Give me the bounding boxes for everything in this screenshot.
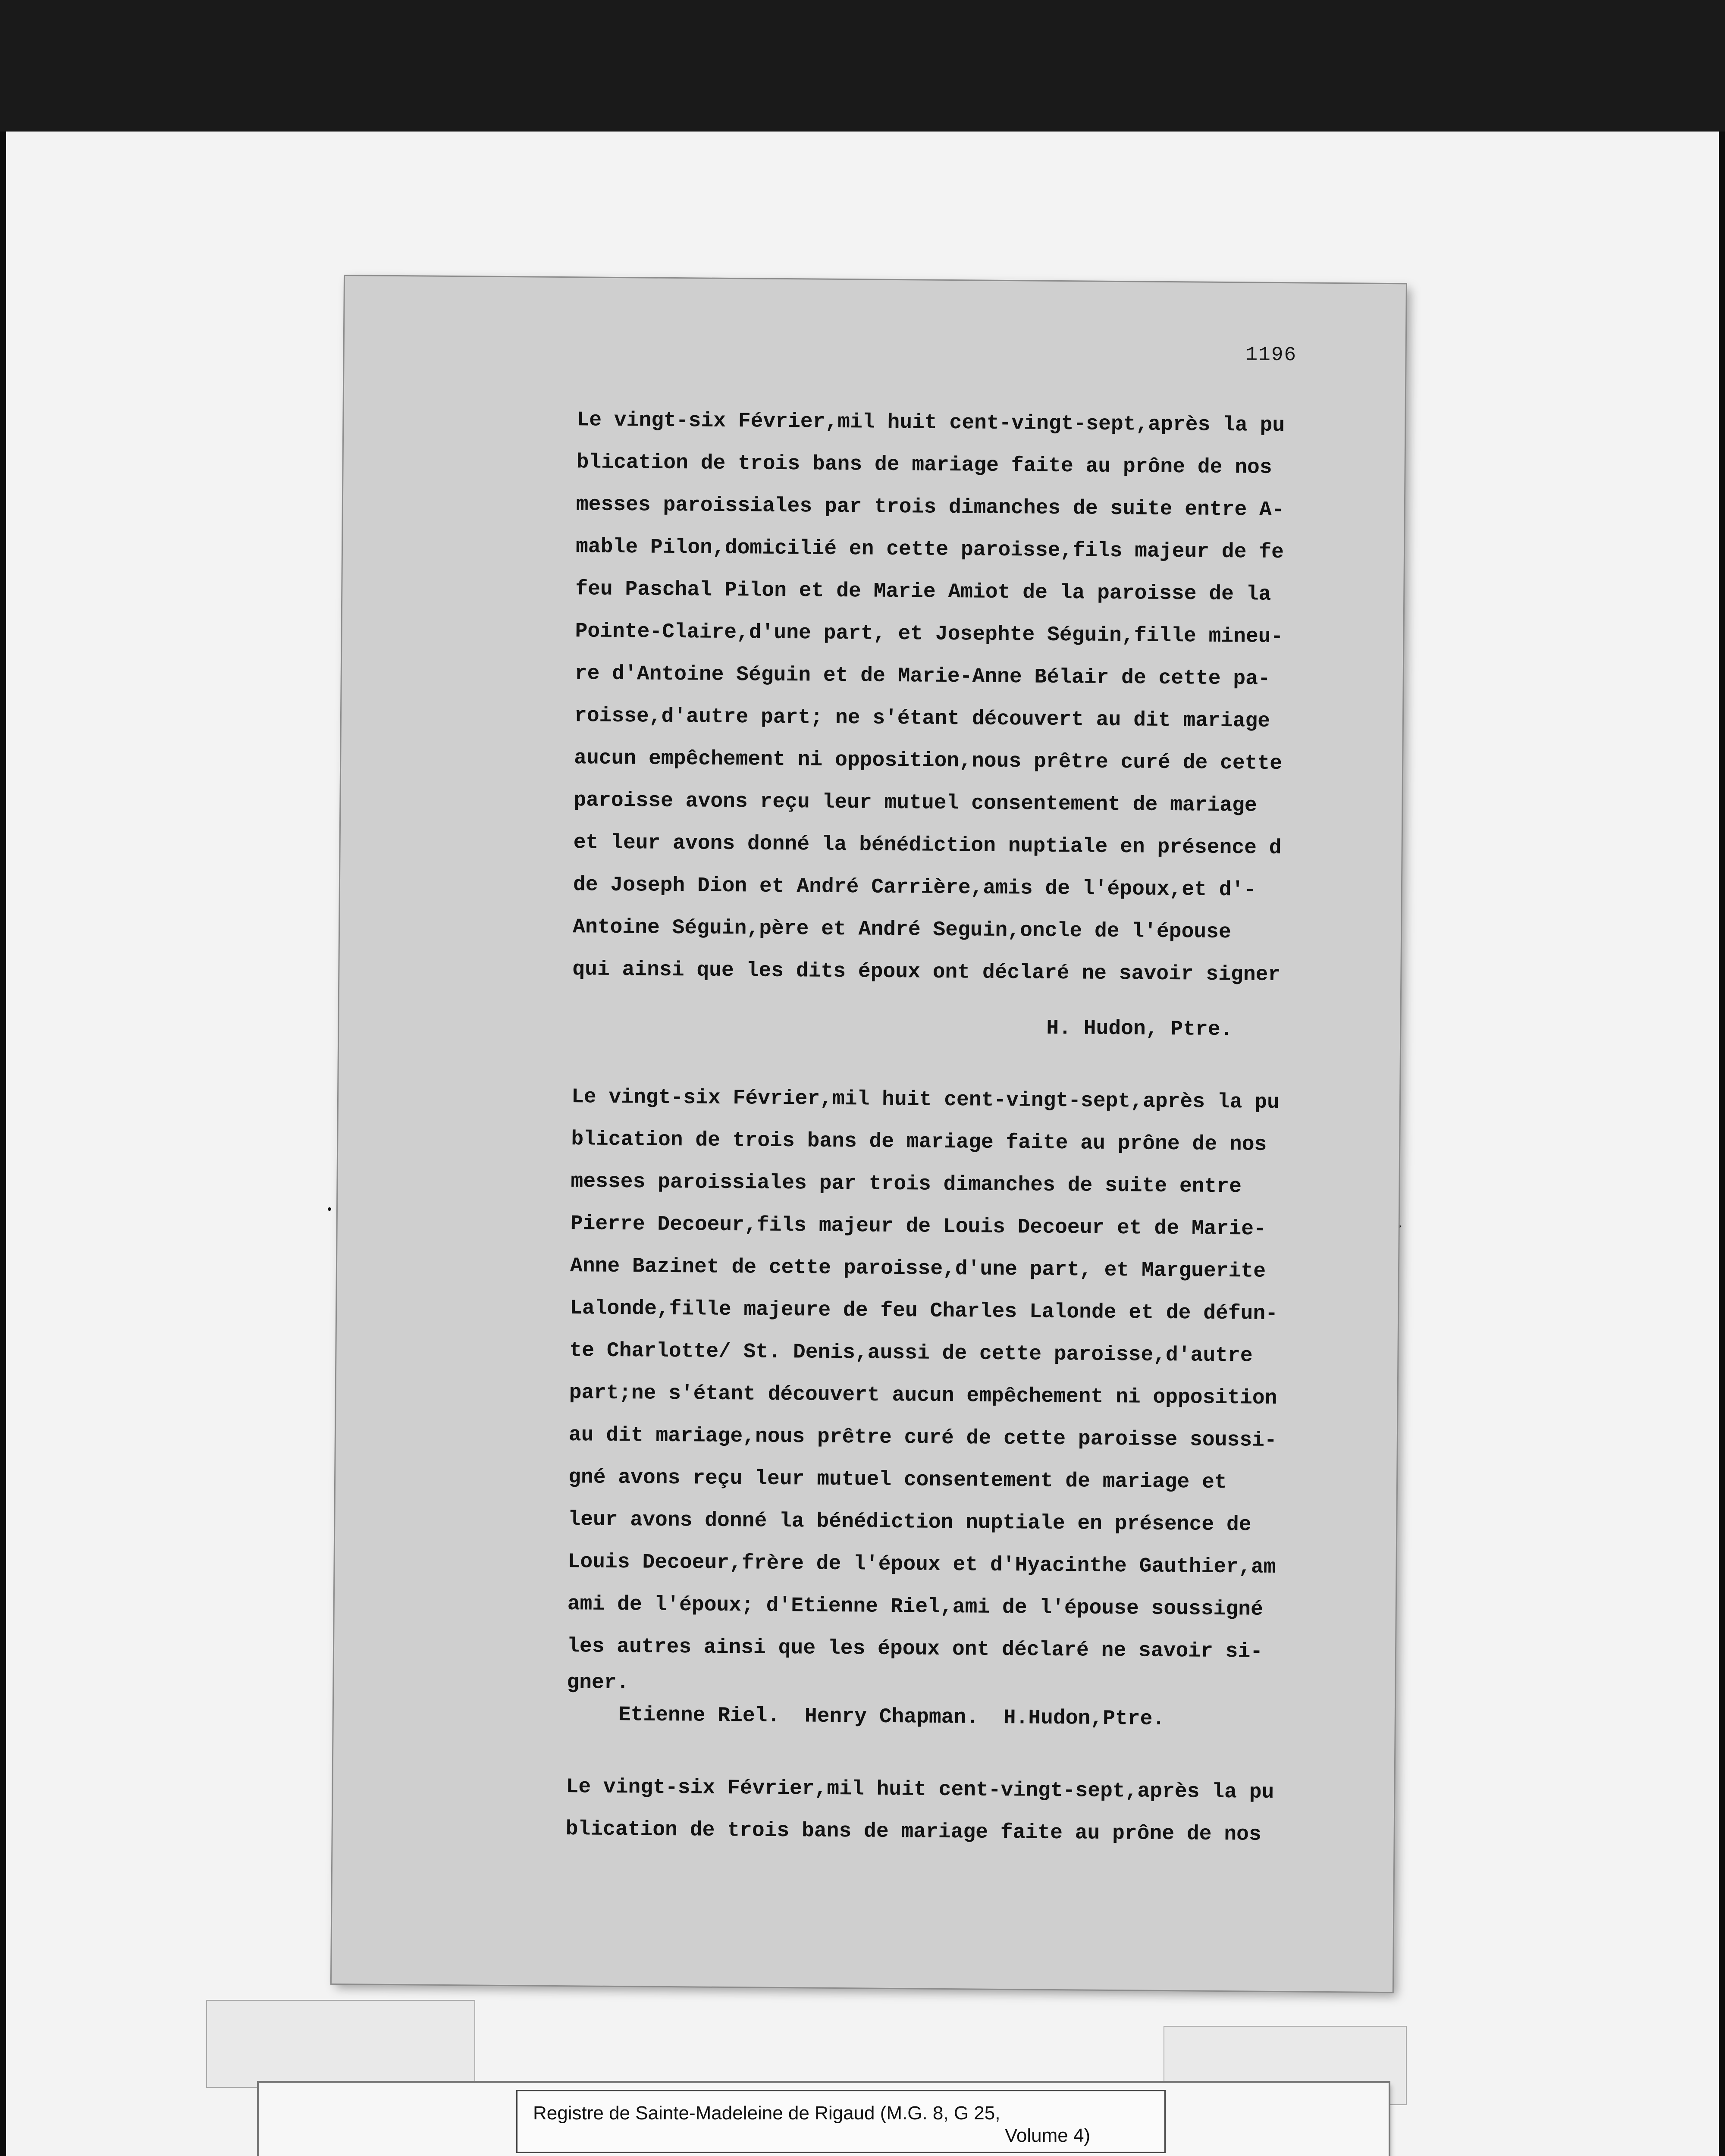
entry-1-line-14: qui ainsi que les dits époux ont déclaré ne savoir signer xyxy=(572,958,1281,987)
source-reference-line-2: Volume 4) xyxy=(1005,2125,1091,2146)
entry-2-line-8: part;ne s'étant découvert aucun empêchement ni opposition xyxy=(569,1381,1277,1410)
entry-3-line-2: blication de trois bans de mariage faite au prône de nos xyxy=(565,1818,1261,1846)
entry-1-line-1: Le vingt-six Février,mil huit cent-vingt-sept,après la pu xyxy=(577,408,1285,438)
entry-2-line-4: Pierre Decoeur,fils majeur de Louis Decoeur et de Marie- xyxy=(570,1212,1266,1241)
entry-1-line-5: feu Paschal Pilon et de Marie Amiot de la paroisse de la xyxy=(575,577,1271,606)
entry-2-line-11: leur avons donné la bénédiction nuptiale en présence de xyxy=(568,1508,1251,1537)
entry-2-line-3: messes paroissiales par trois dimanches de suite entre xyxy=(571,1170,1242,1199)
entry-2-line-7: te Charlotte/ St. Denis,aussi de cette paroisse,d'autre xyxy=(569,1339,1253,1368)
entry-1-line-4: mable Pilon,domicilié en cette paroisse,fils majeur de fe xyxy=(575,535,1284,564)
entry-1-line-3: messes paroissiales par trois dimanches de suite entre A- xyxy=(576,493,1284,522)
entry-3-line-1: Le vingt-six Février,mil huit cent-vingt-sept,après la pu xyxy=(566,1775,1274,1805)
margin-speck xyxy=(328,1207,331,1211)
entry-1-line-7: re d'Antoine Séguin et de Marie-Anne Bélair de cette pa- xyxy=(574,662,1270,691)
typed-register-page xyxy=(332,276,1406,1992)
source-reference-slip xyxy=(518,2091,1164,2152)
source-reference-line-1: Registre de Sainte-Madeleine de Rigaud (M.G. 8, G 25, xyxy=(533,2103,1000,2124)
entry-2-line-2: blication de trois bans de mariage faite au prône de nos xyxy=(571,1128,1267,1156)
entry-1-line-8: roisse,d'autre part; ne s'étant découvert au dit mariage xyxy=(574,704,1270,733)
entry-2-signatures: Etienne Riel. Henry Chapman. H.Hudon,Ptre. xyxy=(618,1703,1165,1731)
entry-2-line-5: Anne Bazinet de cette paroisse,d'une part, et Marguerite xyxy=(570,1254,1266,1283)
entry-1-line-11: et leur avons donné la bénédiction nuptiale en présence d xyxy=(573,831,1282,860)
mount-tab-left xyxy=(207,2001,474,2087)
entry-1-line-12: de Joseph Dion et André Carrière,amis de l'époux,et d'- xyxy=(573,873,1257,902)
entry-2-line-14: les autres ainsi que les époux ont déclaré ne savoir si- xyxy=(567,1635,1263,1664)
mount-right-edge xyxy=(1719,132,1725,2156)
entry-2-line-15: gner. xyxy=(567,1671,629,1695)
mount-left-edge xyxy=(0,132,6,2156)
entry-2-line-9: au dit mariage,nous prêtre curé de cette paroisse soussi- xyxy=(568,1423,1277,1453)
entry-2-line-12: Louis Decoeur,frère de l'époux et d'Hyacinthe Gauthier,am xyxy=(568,1550,1276,1579)
entry-2-line-1: Le vingt-six Février,mil huit cent-vingt-sept,après la pu xyxy=(571,1085,1280,1115)
entry-1-signature: H. Hudon, Ptre. xyxy=(1046,1016,1233,1042)
entry-1-line-2: blication de trois bans de mariage faite au prône de nos xyxy=(576,451,1272,479)
entry-1-line-13: Antoine Séguin,père et André Seguin,oncle de l'épouse xyxy=(572,915,1231,944)
entry-1-line-9: aucun empêchement ni opposition,nous prêtre curé de cette xyxy=(574,746,1283,776)
entry-1-line-6: Pointe-Claire,d'une part, et Josephte Séguin,fille mineu- xyxy=(575,620,1283,649)
entry-2-line-13: ami de l'époux; d'Etienne Riel,ami de l'épouse soussigné xyxy=(567,1592,1264,1621)
entry-2-line-10: gné avons reçu leur mutuel consentement de mariage et xyxy=(568,1466,1227,1495)
entry-1-line-10: paroisse avons reçu leur mutuel consentement de mariage xyxy=(574,789,1257,818)
page-number: 1196 xyxy=(1245,343,1297,367)
entry-2-line-6: Lalonde,fille majeure de feu Charles Lalonde et de défun- xyxy=(570,1297,1278,1326)
